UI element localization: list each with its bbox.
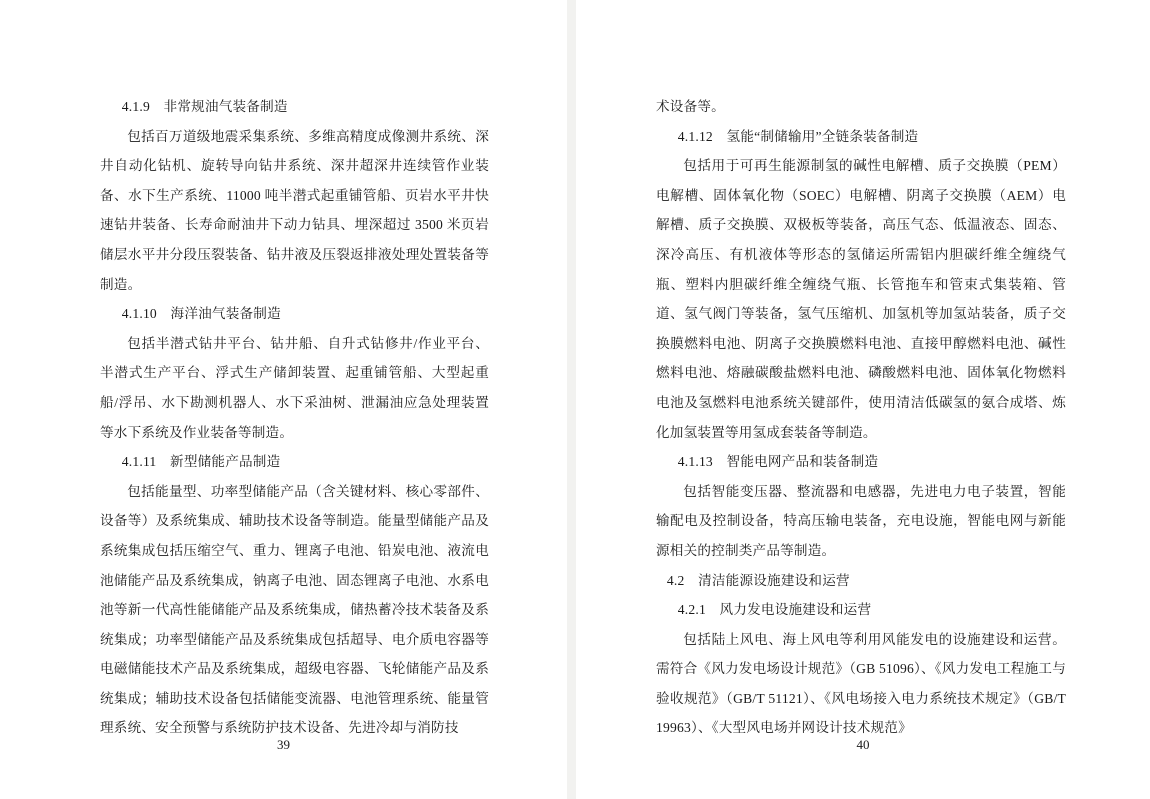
section-number: 4.1.13 [677,454,713,470]
paragraph-4-1-11: 包括能量型、功率型储能产品（含关键材料、核心零部件、设备等）及系统集成、辅助技术设备等制造。能量型储能产品及系统集成包括压缩空气、重力、锂离子电池、铅炭电池、液流电池储能产品及系统集成，钠离子电池、固态锂离子电池、水系电池等新一代高性能储能产品及系统集成，储热蓄冷技术装备及系统集成；功率型储能产品及系统集成包括超导、电介质电容器等电磁储能技术产品及系统集成，超级电容器、飞轮储能产品及系统集成；辅助技术设备包括储能变流器、电池管理系统、能量管理系统、安全预警与系统防护技术设备、先进冷却与消防技 [100,483,489,736]
section-heading-4-1-13 [656,447,1066,477]
page-number-right: 40 [856,737,870,752]
page-left [0,0,567,799]
paragraph-continued: 术设备等。 [656,99,725,114]
page-left-content [100,92,489,736]
section-number: 4.1.10 [121,306,157,322]
section-heading-4-1-12 [656,122,1066,152]
section-heading-4-1-10 [100,299,489,329]
section-title: 新型储能产品制造 [170,454,281,470]
section-number: 4.1.9 [121,99,150,114]
section-number: 4.1.12 [677,128,713,144]
section-title: 氢能“制储输用”全链条装备制造 [726,128,919,144]
paragraph-4-1-9: 包括百万道级地震采集系统、多维高精度成像测井系统、深井自动化钻机、旋转导向钻井系统、深井超深井连续管作业装备、水下生产系统、11000 吨半潜式起重铺管船、页岩水平井快速钻井装备、长寿命耐油井下动力钻具、埋深超过 3500 米页岩储层水平井分段压裂装备、钻井液及压裂返排液处理处置装备等制造。 [100,128,489,292]
section-heading-4-1-9 [100,92,489,122]
section-title: 智能电网产品和装备制造 [726,454,879,470]
section-number: 4.2 [666,572,685,588]
section-heading-4-2-1 [656,595,1066,625]
paragraph-4-1-12: 包括用于可再生能源制氢的碱性电解槽、质子交换膜（PEM）电解槽、固体氧化物（SOEC）电解槽、阴离子交换膜（AEM）电解槽、质子交换膜、双极板等装备，高压气态、低温液态、固态、深冷高压、有机液体等形态的氢储运所需铝内胆碳纤维全缠绕气瓶、塑料内胆碳纤维全缠绕气瓶、长管拖车和管束式集装箱、管道、氢气阀门等装备，氢气压缩机、加氢机等加氢站装备，质子交换膜燃料电池、阴离子交换膜燃料电池、直接甲醇燃料电池、碱性燃料电池、熔融碳酸盐燃料电池、磷酸燃料电池、固体氧化物燃料电池及氢燃料电池系统关键部件，使用清洁低碳氢的氨合成塔、炼化加氢装置等用氢成套装备等制造。 [656,158,1066,440]
paragraph-4-1-10: 包括半潜式钻井平台、钻井船、自升式钻修井/作业平台、半潜式生产平台、浮式生产储卸装置、起重铺管船、大型起重船/浮吊、水下勘测机器人、水下采油树、泄漏油应急处理装置等水下系统及作业装备等制造。 [100,335,489,440]
page-right-content [656,92,1066,736]
section-title: 海洋油气装备制造 [170,306,281,322]
section-title: 风力发电设施建设和运营 [719,602,872,618]
paragraph-4-1-13: 包括智能变压器、整流器和电感器，先进电力电子装置，智能输配电及控制设备，特高压输电装备，充电设施，智能电网与新能源相关的控制类产品等制造。 [656,483,1066,558]
section-heading-4-1-11 [100,447,489,477]
section-title: 非常规油气装备制造 [163,99,288,114]
paragraph-4-2-1: 包括陆上风电、海上风电等利用风能发电的设施建设和运营。需符合《风力发电场设计规范》（GB 51096）、《风力发电工程施工与验收规范》（GB/T 51121）、《风电场接入电力系统技术规定》（GB/T 19963）、《大型风电场并网设计技术规范》 [656,631,1066,736]
section-number: 4.1.11 [121,454,157,470]
section-number: 4.2.1 [677,602,706,618]
page-number-left: 39 [277,737,290,752]
section-title: 清洁能源设施建设和运营 [698,572,850,588]
page-right [576,0,1150,799]
section-heading-4-2 [656,566,1066,596]
